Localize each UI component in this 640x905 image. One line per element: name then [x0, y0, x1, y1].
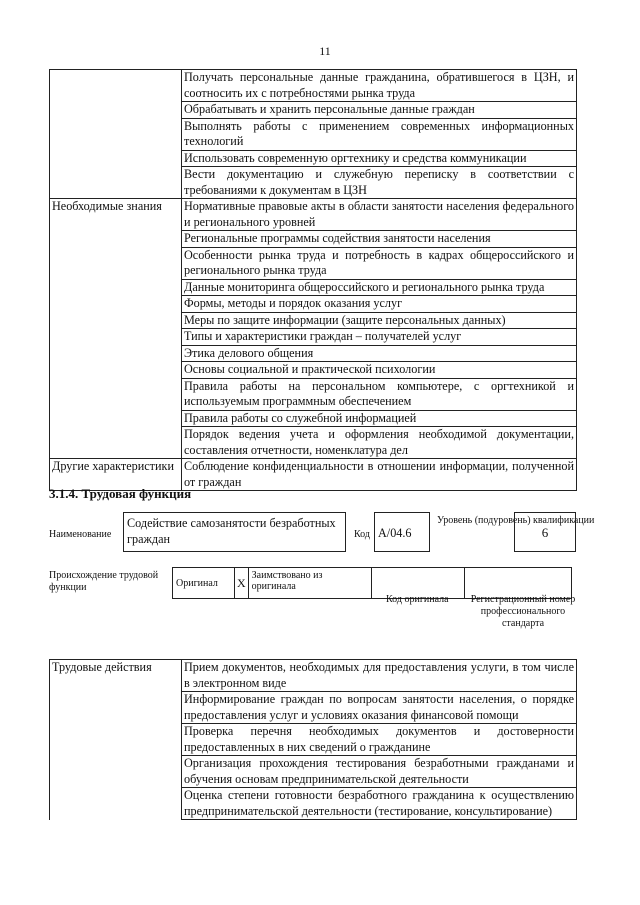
row-label-empty — [50, 756, 182, 788]
table-cell: Меры по защите информации (защите персональных данных) — [182, 312, 577, 329]
table-cell: Типы и характеристики граждан – получателей услуг — [182, 329, 577, 346]
table-cell: Особенности рынка труда и потребность в кадрах общероссийского и регионального рынка труда — [182, 247, 577, 279]
code-label: Код — [354, 529, 370, 540]
reg-number-label: Регистрационный номер профессионального стандарта — [470, 594, 576, 629]
section-title: 3.1.4. Трудовая функция — [49, 486, 192, 501]
knowledge-label: Необходимые знания — [50, 199, 182, 459]
table-cell: Проверка перечня необходимых документов и достоверности предоставленных в них сведений о гражданине — [182, 724, 577, 756]
code-original-label: Код оригинала — [386, 594, 449, 605]
requirements-table — [49, 69, 577, 491]
table-row — [50, 724, 577, 756]
labor-actions-label: Трудовые действия — [50, 660, 182, 692]
table-cell: Региональные программы содействия занятости населения — [182, 231, 577, 248]
table-cell: Правила работы со служебной информацией — [182, 410, 577, 427]
origin-mark: X — [235, 568, 249, 599]
labor-actions-table — [49, 659, 577, 820]
table-cell: Выполнять работы с применением современных информационных технологий — [182, 118, 577, 150]
table-cell: Оценка степени готовности безработного гражданина к осуществлению предпринимательской деятельности (тестирование, консультирование) — [182, 788, 577, 820]
table-cell: Прием документов, необходимых для предоставления услуги, в том числе в электронном виде — [182, 660, 577, 692]
table-row — [50, 199, 577, 231]
function-name-label: Наименование — [49, 529, 112, 540]
code-value: А/04.6 — [374, 512, 430, 552]
table-cell: Информирование граждан по вопросам занятости населения, о порядке предоставления услуг и условиях оказания финансовой помощи — [182, 692, 577, 724]
table-cell: Правила работы на персональном компьютере, с оргтехникой и используемым программным обеспечением — [182, 378, 577, 410]
table-row — [50, 660, 577, 692]
table-cell: Формы, методы и порядок оказания услуг — [182, 296, 577, 313]
row-label-empty — [50, 788, 182, 820]
other-label: Другие характеристики — [50, 459, 182, 491]
page-number: 11 — [319, 44, 331, 58]
table-cell: Нормативные правовые акты в области занятости населения федерального и регионального уровней — [182, 199, 577, 231]
origin-borrowed: Заимствовано из оригинала — [248, 568, 371, 599]
table-cell: Обрабатывать и хранить персональные данные граждан — [182, 102, 577, 119]
table-cell: Данные мониторинга общероссийского и регионального рынка труда — [182, 279, 577, 296]
origin-label: Происхождение трудовой функции — [49, 570, 159, 593]
table-cell: Этика делового общения — [182, 345, 577, 362]
function-name-value: Содействие самозанятости безработных граждан — [123, 512, 346, 552]
level-label-text: Уровень (подуровень) квалификации — [437, 515, 595, 526]
table-cell: Соблюдение конфиденциальности в отношении информации, полученной от граждан — [182, 459, 577, 491]
table-cell: Использовать современную оргтехнику и средства коммуникации — [182, 150, 577, 167]
table-cell: Вести документацию и служебную переписку в соответствии с требованиями к документам в ЦЗН — [182, 167, 577, 199]
table-cell: Порядок ведения учета и оформления необходимой документации, составления отчетности, номенклатура дел — [182, 427, 577, 459]
origin-original: Оригинал — [173, 568, 235, 599]
row-label-empty — [50, 70, 182, 199]
table-row — [50, 788, 577, 820]
row-label-empty — [50, 692, 182, 724]
table-cell: Основы социальной и практической психологии — [182, 362, 577, 379]
table-row — [50, 692, 577, 724]
row-label-empty — [50, 724, 182, 756]
table-cell: Получать персональные данные гражданина, обратившегося в ЦЗН, и соотносить их с потребностями рынка труда — [182, 70, 577, 102]
table-cell: Организация прохождения тестирования безработными гражданами и обучения основам предпринимательской деятельности — [182, 756, 577, 788]
level-value: 6 — [514, 512, 576, 552]
table-row — [50, 756, 577, 788]
table-row — [50, 70, 577, 102]
